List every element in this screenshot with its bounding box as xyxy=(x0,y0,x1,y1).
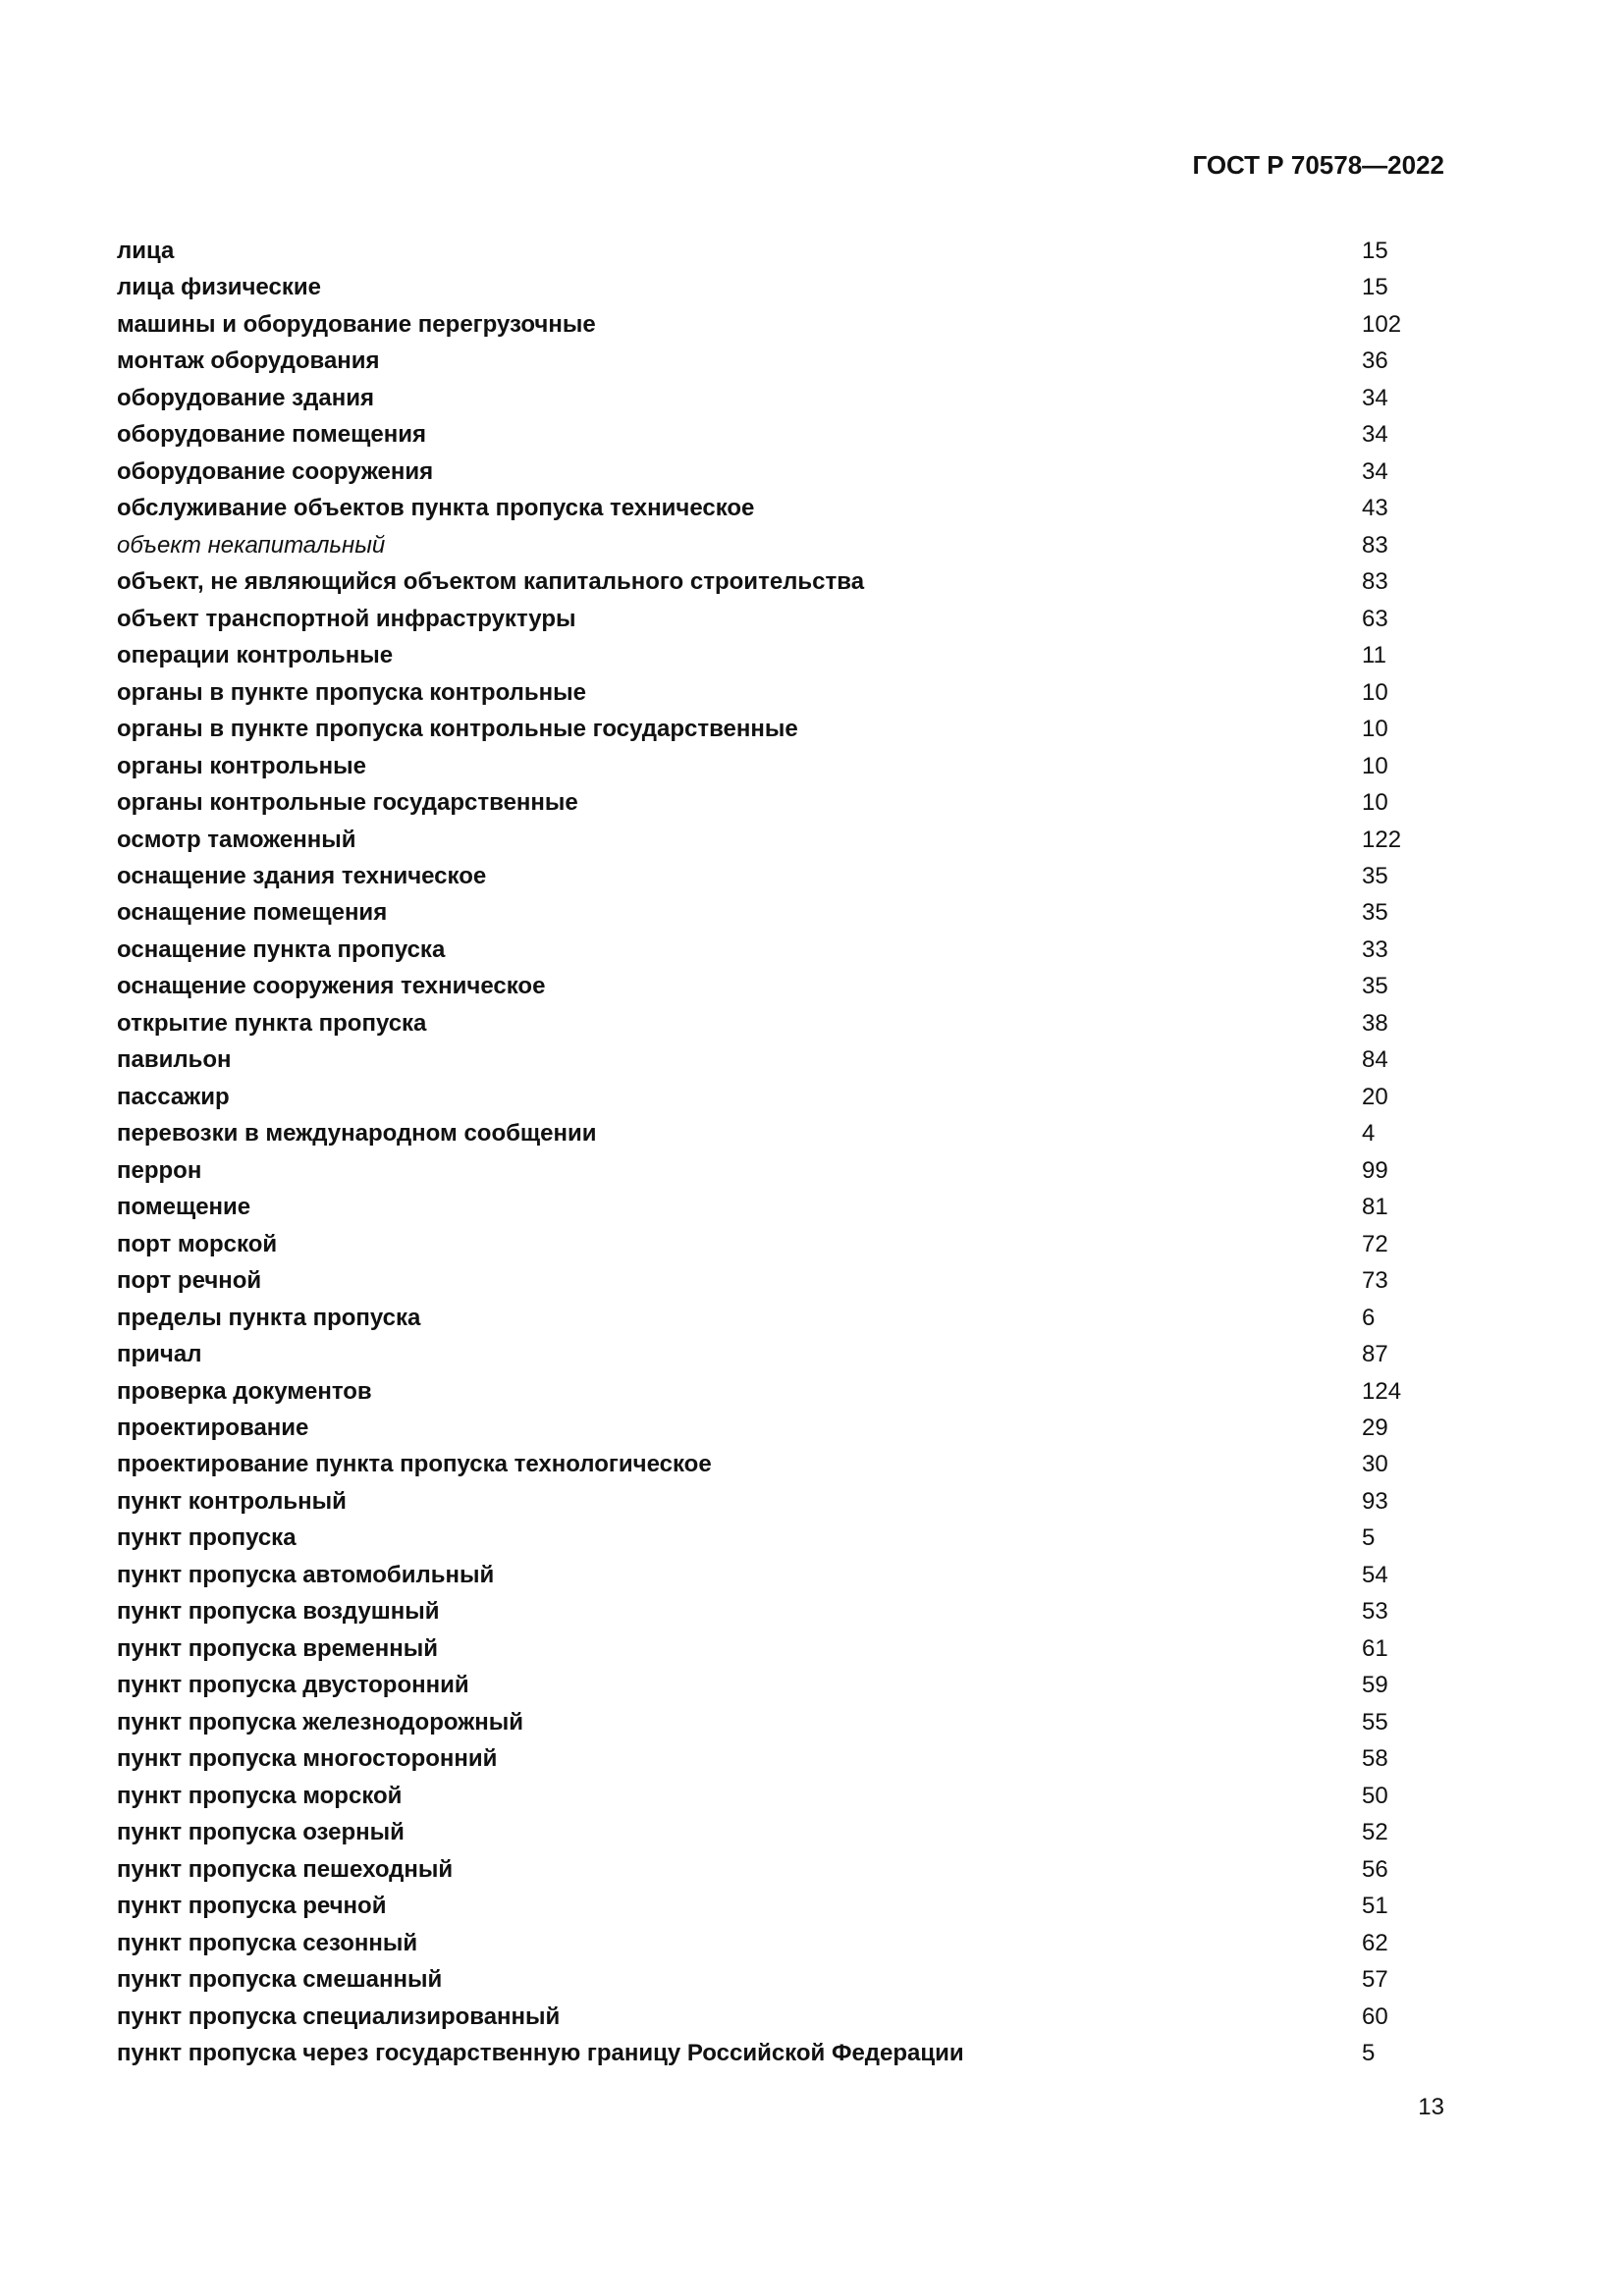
index-entry xyxy=(117,1630,1393,1667)
index-entry xyxy=(117,1189,1393,1225)
index-term: объект некапитальный xyxy=(117,531,386,559)
index-entry xyxy=(117,1300,1393,1336)
index-term: пункт пропуска смешанный xyxy=(117,1966,443,1994)
index-term-reference-number: 34 xyxy=(1362,384,1388,411)
index-term-reference-number: 122 xyxy=(1362,826,1402,853)
index-term-reference-number: 33 xyxy=(1362,935,1388,963)
index-entry xyxy=(117,1704,1393,1740)
index-entry xyxy=(117,784,1393,821)
index-term-reference-number: 83 xyxy=(1362,531,1388,559)
index-term-reference-number: 15 xyxy=(1362,274,1388,301)
index-term-reference-number: 83 xyxy=(1362,568,1388,596)
index-term: осмотр таможенный xyxy=(117,826,356,853)
index-term-reference-number: 54 xyxy=(1362,1561,1388,1588)
index-entry xyxy=(117,858,1393,894)
index-entry xyxy=(117,343,1393,379)
index-entry xyxy=(117,1593,1393,1629)
index-term: органы контрольные государственные xyxy=(117,789,578,817)
index-entry xyxy=(117,894,1393,931)
index-term: пункт пропуска автомобильный xyxy=(117,1561,495,1588)
index-term: оснащение здания техническое xyxy=(117,862,487,889)
index-entry xyxy=(117,490,1393,526)
index-entry xyxy=(117,1557,1393,1593)
index-term: пределы пункта пропуска xyxy=(117,1304,421,1331)
index-term: обслуживание объектов пункта пропуска техническое xyxy=(117,495,755,522)
index-term: объект транспортной инфраструктуры xyxy=(117,605,576,632)
index-term: пункт пропуска речной xyxy=(117,1893,387,1920)
index-term: органы в пункте пропуска контрольные государственные xyxy=(117,716,798,743)
index-term-reference-number: 10 xyxy=(1362,789,1388,817)
index-term-reference-number: 73 xyxy=(1362,1267,1388,1295)
index-term-reference-number: 35 xyxy=(1362,899,1388,927)
index-term-reference-number: 58 xyxy=(1362,1745,1388,1773)
index-term-reference-number: 99 xyxy=(1362,1156,1388,1184)
index-term: пункт пропуска пешеходный xyxy=(117,1855,454,1883)
index-term-reference-number: 52 xyxy=(1362,1819,1388,1846)
index-term: пункт пропуска многосторонний xyxy=(117,1745,498,1773)
index-term: органы контрольные xyxy=(117,752,366,779)
index-term-reference-number: 30 xyxy=(1362,1451,1388,1478)
index-entry xyxy=(117,1336,1393,1372)
index-term-reference-number: 124 xyxy=(1362,1377,1402,1405)
index-term-reference-number: 56 xyxy=(1362,1855,1388,1883)
index-term: пункт пропуска специализированный xyxy=(117,2002,561,2030)
index-term-reference-number: 5 xyxy=(1362,1524,1376,1552)
index-entry xyxy=(117,1079,1393,1115)
index-entry xyxy=(117,968,1393,1004)
index-term: пункт пропуска воздушный xyxy=(117,1598,440,1626)
index-term: павильон xyxy=(117,1046,232,1074)
index-term-reference-number: 60 xyxy=(1362,2002,1388,2030)
index-term-reference-number: 35 xyxy=(1362,973,1388,1000)
index-entry xyxy=(117,1262,1393,1299)
index-term: органы в пункте пропуска контрольные xyxy=(117,678,586,706)
index-term: объект, не являющийся объектом капитального строительства xyxy=(117,568,865,596)
index-term-reference-number: 87 xyxy=(1362,1341,1388,1368)
index-term-reference-number: 81 xyxy=(1362,1194,1388,1221)
index-term-reference-number: 38 xyxy=(1362,1009,1388,1037)
index-term-reference-number: 11 xyxy=(1362,642,1386,669)
index-term-reference-number: 57 xyxy=(1362,1966,1388,1994)
index-term: лица физические xyxy=(117,274,321,301)
index-term-reference-number: 29 xyxy=(1362,1415,1388,1441)
index-term: проверка документов xyxy=(117,1377,372,1405)
index-term-reference-number: 10 xyxy=(1362,678,1388,706)
index-entry xyxy=(117,1410,1393,1446)
index-term-reference-number: 43 xyxy=(1362,495,1388,522)
index-term: оснащение сооружения техническое xyxy=(117,973,546,1000)
index-term-reference-number: 5 xyxy=(1362,2039,1376,2066)
index-term: оснащение помещения xyxy=(117,899,388,927)
index-entry xyxy=(117,637,1393,673)
index-entry xyxy=(117,2035,1393,2071)
index-entry xyxy=(117,416,1393,453)
index-entry xyxy=(117,269,1393,305)
index-term: перевозки в международном сообщении xyxy=(117,1120,597,1148)
index-term-reference-number: 72 xyxy=(1362,1230,1388,1257)
index-term: проектирование пункта пропуска технологическое xyxy=(117,1451,712,1478)
index-entry xyxy=(117,1851,1393,1888)
index-entry xyxy=(117,1888,1393,1924)
index-term-reference-number: 15 xyxy=(1362,238,1388,264)
index-term-reference-number: 6 xyxy=(1362,1304,1376,1331)
index-entry xyxy=(117,1814,1393,1850)
document-header-code: ГОСТ Р 70578—2022 xyxy=(1192,150,1444,180)
index-entry xyxy=(117,380,1393,416)
index-term-reference-number: 36 xyxy=(1362,347,1388,375)
index-entry xyxy=(117,674,1393,711)
index-term: пункт пропуска xyxy=(117,1524,297,1552)
index-entry xyxy=(117,233,1393,269)
index-term: помещение xyxy=(117,1194,251,1221)
index-term-reference-number: 50 xyxy=(1362,1782,1388,1809)
index-term-reference-number: 20 xyxy=(1362,1083,1388,1110)
index-term-reference-number: 51 xyxy=(1362,1893,1388,1920)
index-term-reference-number: 63 xyxy=(1362,605,1388,632)
index-term-reference-number: 34 xyxy=(1362,421,1388,449)
index-term-reference-number: 93 xyxy=(1362,1487,1388,1515)
index-entry xyxy=(117,1115,1393,1151)
index-term-reference-number: 10 xyxy=(1362,752,1388,779)
index-term: пункт пропуска морской xyxy=(117,1782,403,1809)
index-term: оборудование помещения xyxy=(117,421,426,449)
index-entry xyxy=(117,1373,1402,1410)
index-term: перрон xyxy=(117,1156,202,1184)
index-entry xyxy=(117,601,1393,637)
index-term: пункт пропуска через государственную границу Российской Федерации xyxy=(117,2039,964,2066)
index-term: оснащение пункта пропуска xyxy=(117,935,446,963)
page-number: 13 xyxy=(1418,2094,1444,2120)
index-entry xyxy=(117,1152,1393,1189)
index-term: открытие пункта пропуска xyxy=(117,1009,427,1037)
index-term-reference-number: 59 xyxy=(1362,1672,1388,1699)
alphabetical-term-index xyxy=(117,233,1402,2071)
index-term-reference-number: 55 xyxy=(1362,1708,1388,1735)
index-term-reference-number: 84 xyxy=(1362,1046,1388,1074)
index-entry xyxy=(117,1005,1393,1041)
index-term: порт морской xyxy=(117,1230,278,1257)
index-term-reference-number: 10 xyxy=(1362,716,1388,743)
index-term: операции контрольные xyxy=(117,642,394,669)
index-term: оборудование сооружения xyxy=(117,457,434,485)
index-term: пункт контрольный xyxy=(117,1487,347,1515)
index-term: порт речной xyxy=(117,1267,262,1295)
index-term-reference-number: 61 xyxy=(1362,1634,1388,1662)
index-entry xyxy=(117,1446,1393,1482)
index-entry xyxy=(117,1961,1393,1998)
index-term: причал xyxy=(117,1341,202,1368)
index-entry xyxy=(117,527,1393,563)
index-entry xyxy=(117,711,1393,747)
index-entry xyxy=(117,822,1402,858)
index-term-reference-number: 34 xyxy=(1362,457,1388,485)
index-entry xyxy=(117,563,1393,600)
index-term-reference-number: 53 xyxy=(1362,1598,1388,1626)
index-term: пункт пропуска озерный xyxy=(117,1819,405,1846)
index-term: оборудование здания xyxy=(117,384,374,411)
index-term: машины и оборудование перегрузочные xyxy=(117,310,596,338)
index-term: пассажир xyxy=(117,1083,230,1110)
index-term: лица xyxy=(117,238,175,264)
index-entry xyxy=(117,932,1393,968)
index-term: пункт пропуска временный xyxy=(117,1634,438,1662)
index-entry xyxy=(117,1667,1393,1703)
index-term-reference-number: 4 xyxy=(1362,1120,1376,1148)
index-entry xyxy=(117,306,1402,343)
index-term: пункт пропуска железнодорожный xyxy=(117,1708,523,1735)
index-term: пункт пропуска двусторонний xyxy=(117,1672,469,1699)
index-entry xyxy=(117,1041,1393,1078)
index-term: пункт пропуска сезонный xyxy=(117,1929,418,1956)
index-entry xyxy=(117,454,1393,490)
index-term: проектирование xyxy=(117,1415,309,1441)
index-term-reference-number: 102 xyxy=(1362,310,1402,338)
index-term: монтаж оборудования xyxy=(117,347,380,375)
index-entry xyxy=(117,1925,1393,1961)
index-entry xyxy=(117,1740,1393,1777)
index-term-reference-number: 35 xyxy=(1362,862,1388,889)
index-entry xyxy=(117,1778,1393,1814)
index-entry xyxy=(117,1520,1393,1556)
index-entry xyxy=(117,748,1393,784)
index-term-reference-number: 62 xyxy=(1362,1929,1388,1956)
index-entry xyxy=(117,1999,1393,2035)
index-entry xyxy=(117,1483,1393,1520)
index-entry xyxy=(117,1226,1393,1262)
